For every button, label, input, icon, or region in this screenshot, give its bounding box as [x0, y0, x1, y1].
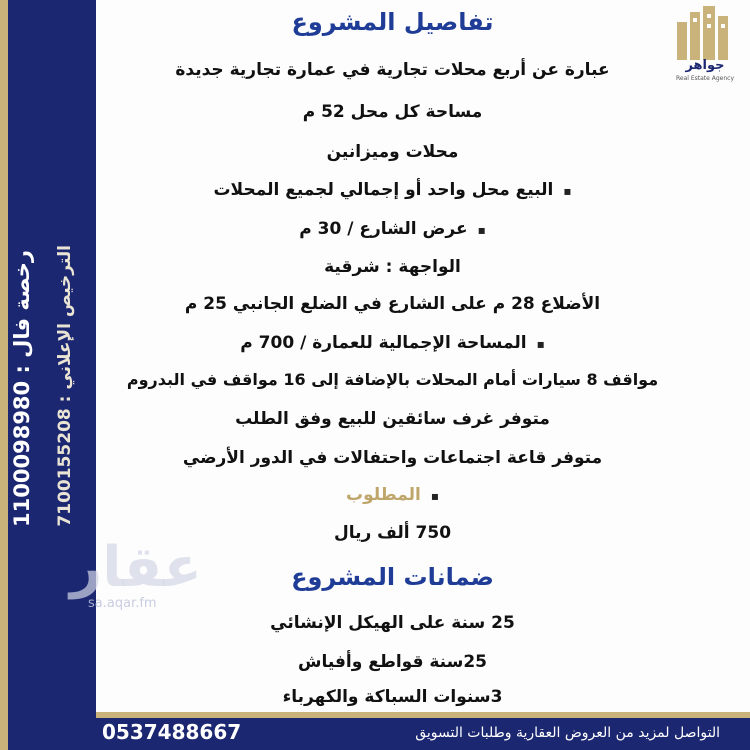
detail-line: الواجهة : شرقية [324, 257, 461, 277]
watermark-url: sa.aqar.fm [88, 596, 157, 611]
watermark: عقار [70, 535, 202, 600]
detail-line: الأضلاع 28 م على الشارع في الضلع الجانبي 25 م [184, 294, 601, 314]
logo-name: جواهر [685, 58, 725, 73]
gold-stripe [0, 0, 8, 750]
footer-bar [96, 712, 750, 750]
detail-line: مساحة كل محل 52 م [302, 102, 483, 122]
footer-phone[interactable]: 0537488667 [102, 720, 242, 744]
required-label: ▪ المطلوب [120, 485, 665, 505]
footer-gold-band [96, 712, 750, 718]
license-number: رخصة فال : 1100098980 [10, 250, 34, 527]
footer-contact-text: التواصل لمزيد من العروض العقارية وطلبات التسويق [415, 725, 720, 741]
guarantee-line: 3سنوات السباكة والكهرباء [282, 687, 503, 707]
ad-license-number: الترخيص الإعلاني : 7100155208 [55, 245, 75, 527]
price: 750 ألف ريال [333, 523, 452, 543]
detail-line: مواقف 8 سيارات أمام المحلات بالإضافة إلى 16 مواقف في البدروم [126, 370, 659, 389]
detail-line: ▪ عرض الشارع / 30 م [120, 219, 665, 239]
detail-line: ▪ البيع محل واحد أو إجمالي لجميع المحلات [120, 180, 665, 200]
detail-line: محلات وميزانين [326, 142, 459, 162]
detail-line: عبارة عن أربع محلات تجارية في عمارة تجارية جديدة [175, 60, 610, 80]
detail-line: ▪ المساحة الإجمالية للعمارة / 700 م [120, 333, 665, 353]
guarantees-title: ضمانات المشروع [291, 563, 494, 591]
detail-line: متوفر غرف سائقين للبيع وفق الطلب [235, 409, 550, 429]
guarantee-line: 25 سنة على الهيكل الإنشائي [270, 613, 515, 633]
detail-line: متوفر قاعة اجتماعات واحتفالات في الدور الأرضي [182, 448, 603, 468]
left-sidebar [0, 0, 96, 750]
logo-subtitle: Real Estate Agency [676, 75, 734, 82]
guarantee-line: 25سنة قواطع وأفياش [297, 652, 488, 672]
project-details-title: تفاصيل المشروع [291, 8, 494, 36]
